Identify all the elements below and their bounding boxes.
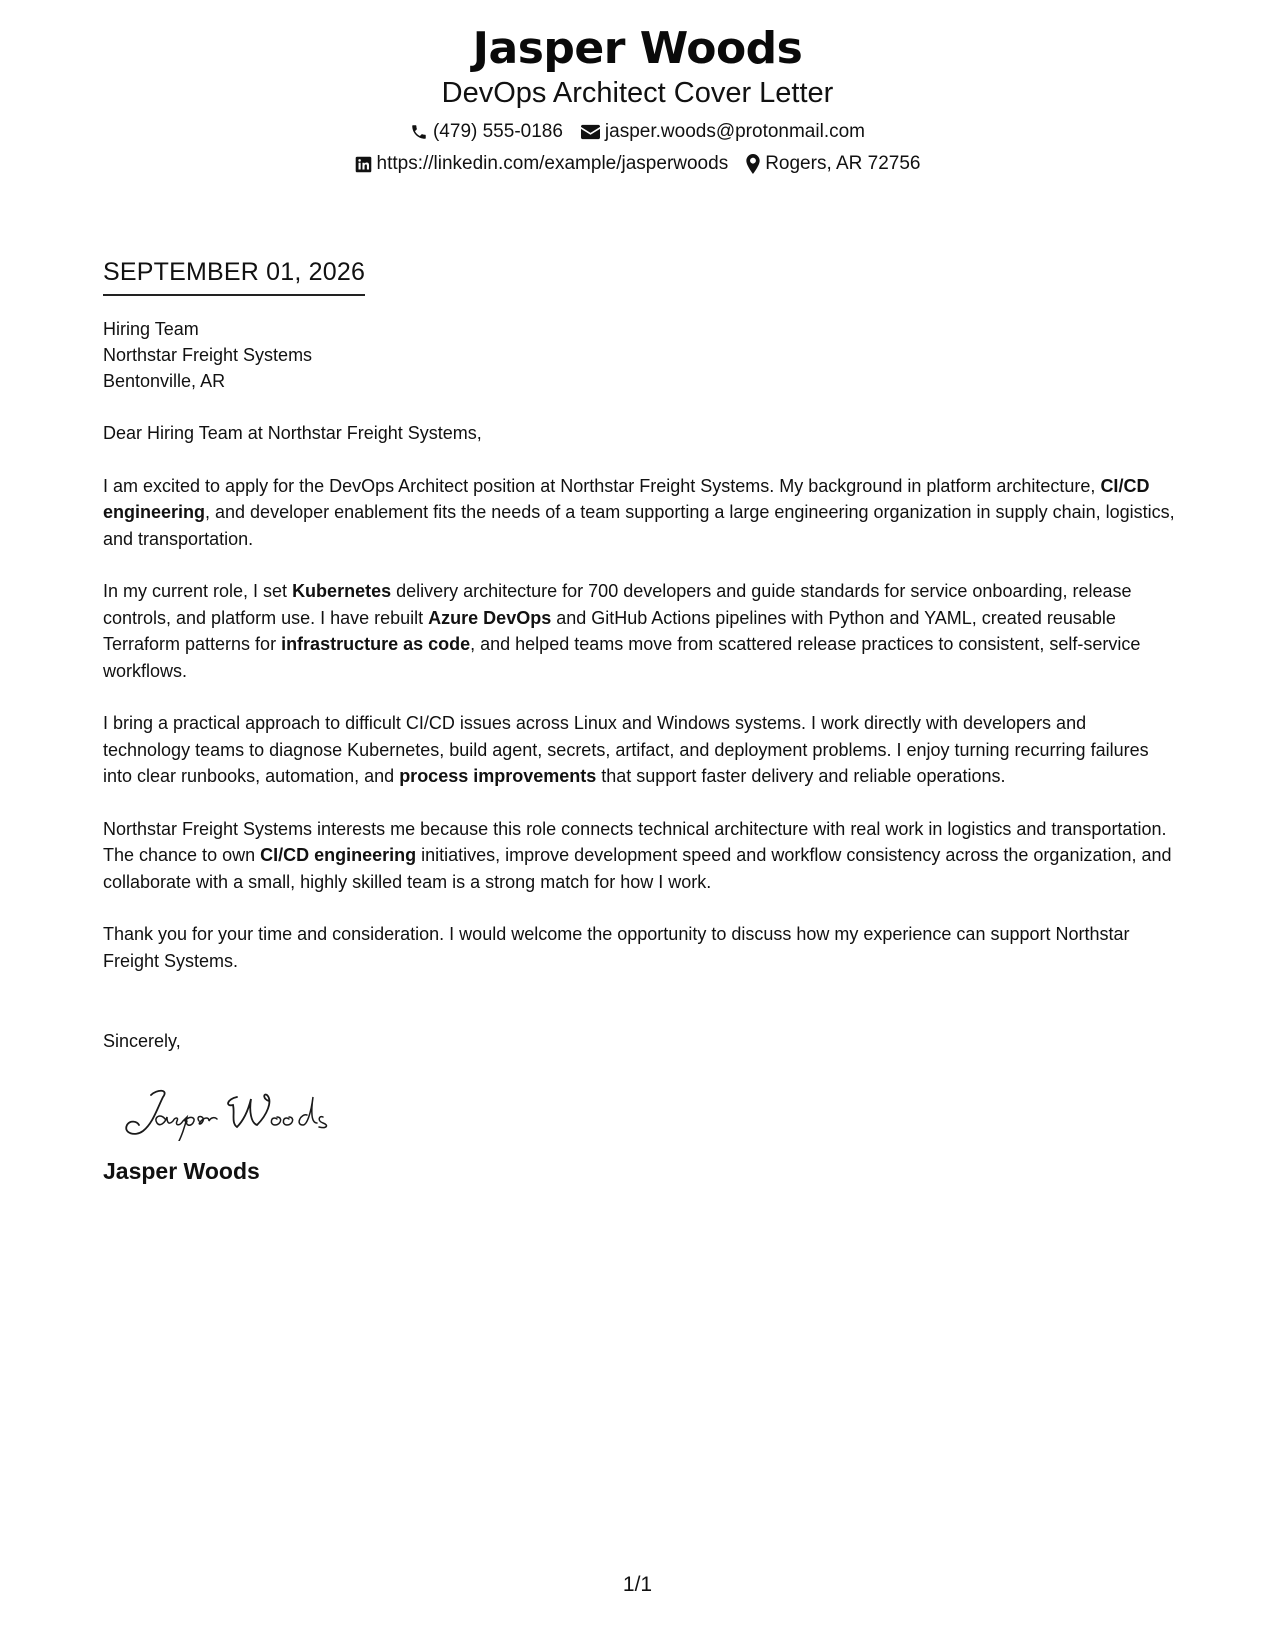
email-address: jasper.woods@protonmail.com (604, 121, 865, 142)
recipient-line: Northstar Freight Systems (103, 345, 313, 365)
paragraph-text: that support faster delivery and reliable operations. (596, 766, 1006, 786)
paragraph-text: , and developer enablement fits the needs of a team supporting a large engineering organization in supply chain, logistics, and transportation. (103, 502, 1175, 549)
letter-body (103, 257, 1178, 1185)
contact-email (581, 120, 865, 144)
linkedin-url: https://linkedin.com/example/jasperwoods (376, 153, 729, 174)
paragraph-text: and GitHub Actions pipelines with Python and YAML, created reusable Terraform patterns for (103, 607, 1116, 654)
recipient-line: Bentonville, AR (103, 371, 226, 391)
contact-phone (410, 120, 563, 144)
paragraph-text: I bring a practical approach to difficult CI/CD issues across Linux and Windows systems. I work directly with developers and technology teams to diagnose Kubernetes, build agent, secrets, artifact, and deployment problems. I enjoy turning recurring failures into clear runbooks, automation, and (103, 713, 1149, 786)
paragraph-text: In my current role, I set (103, 581, 293, 601)
highlighted-keyword: infrastructure as code (281, 634, 471, 654)
letter-date: SEPTEMBER 01, 2026 (103, 257, 365, 296)
paragraph-current-role (103, 578, 1178, 684)
highlighted-keyword: Azure DevOps (428, 607, 552, 628)
paragraph-text: I am excited to apply for the DevOps Architect position at Northstar Freight Systems. My background in platform architecture, (103, 475, 1101, 496)
phone-number: (479) 555-0186 (432, 121, 563, 142)
closing: Sincerely, (103, 1031, 181, 1051)
handwritten-signature (117, 1083, 357, 1141)
highlighted-keyword: Kubernetes (292, 581, 392, 601)
paragraph-thanks (103, 921, 1178, 974)
highlighted-keyword: process improvements (399, 766, 597, 786)
paragraph-text: Northstar Freight Systems interests me because this role connects technical architecture with real work in logistics and transportation. The chance to own (103, 818, 1167, 865)
signed-name: Jasper Woods (103, 1157, 260, 1184)
contact-linkedin (355, 152, 729, 176)
paragraph-text: , and helped teams move from scattered release practices to consistent, self-service workflows. (103, 634, 1141, 681)
salutation: Dear Hiring Team at Northstar Freight Systems, (103, 423, 482, 443)
paragraph-intro (103, 473, 1178, 553)
linkedin-icon (355, 156, 372, 173)
contact-row-primary (0, 120, 1275, 144)
paragraph-motivation (103, 816, 1178, 896)
letter-subtitle: DevOps Architect Cover Letter (441, 77, 834, 109)
paragraph-approach (103, 710, 1178, 790)
envelope-icon (581, 124, 600, 140)
paragraph-text: Thank you for your time and consideration. I would welcome the opportunity to discuss how my experience can support Northstar Freight Systems. (103, 924, 1130, 971)
map-pin-icon (746, 154, 760, 174)
applicant-name: Jasper Woods (472, 23, 803, 74)
page-number: 1/1 (622, 1573, 653, 1596)
paragraph-text: delivery architecture for 700 developers and guide standards for service onboarding, release controls, and platform use. I have rebuilt (103, 581, 1132, 628)
contact-row-secondary (0, 152, 1275, 176)
phone-icon (410, 123, 428, 141)
recipient-line: Hiring Team (103, 319, 199, 339)
highlighted-keyword: CI/CD engineering (103, 475, 1150, 522)
location-text: Rogers, AR 72756 (765, 153, 921, 174)
highlighted-keyword: CI/CD engineering (260, 845, 417, 865)
paragraph-text: initiatives, improve development speed and workflow consistency across the organization, and collaborate with a small, highly skilled team is a strong match for how I work. (103, 845, 1172, 892)
letter-header (0, 22, 1275, 176)
contact-location (746, 152, 920, 176)
recipient-block (103, 316, 1178, 394)
